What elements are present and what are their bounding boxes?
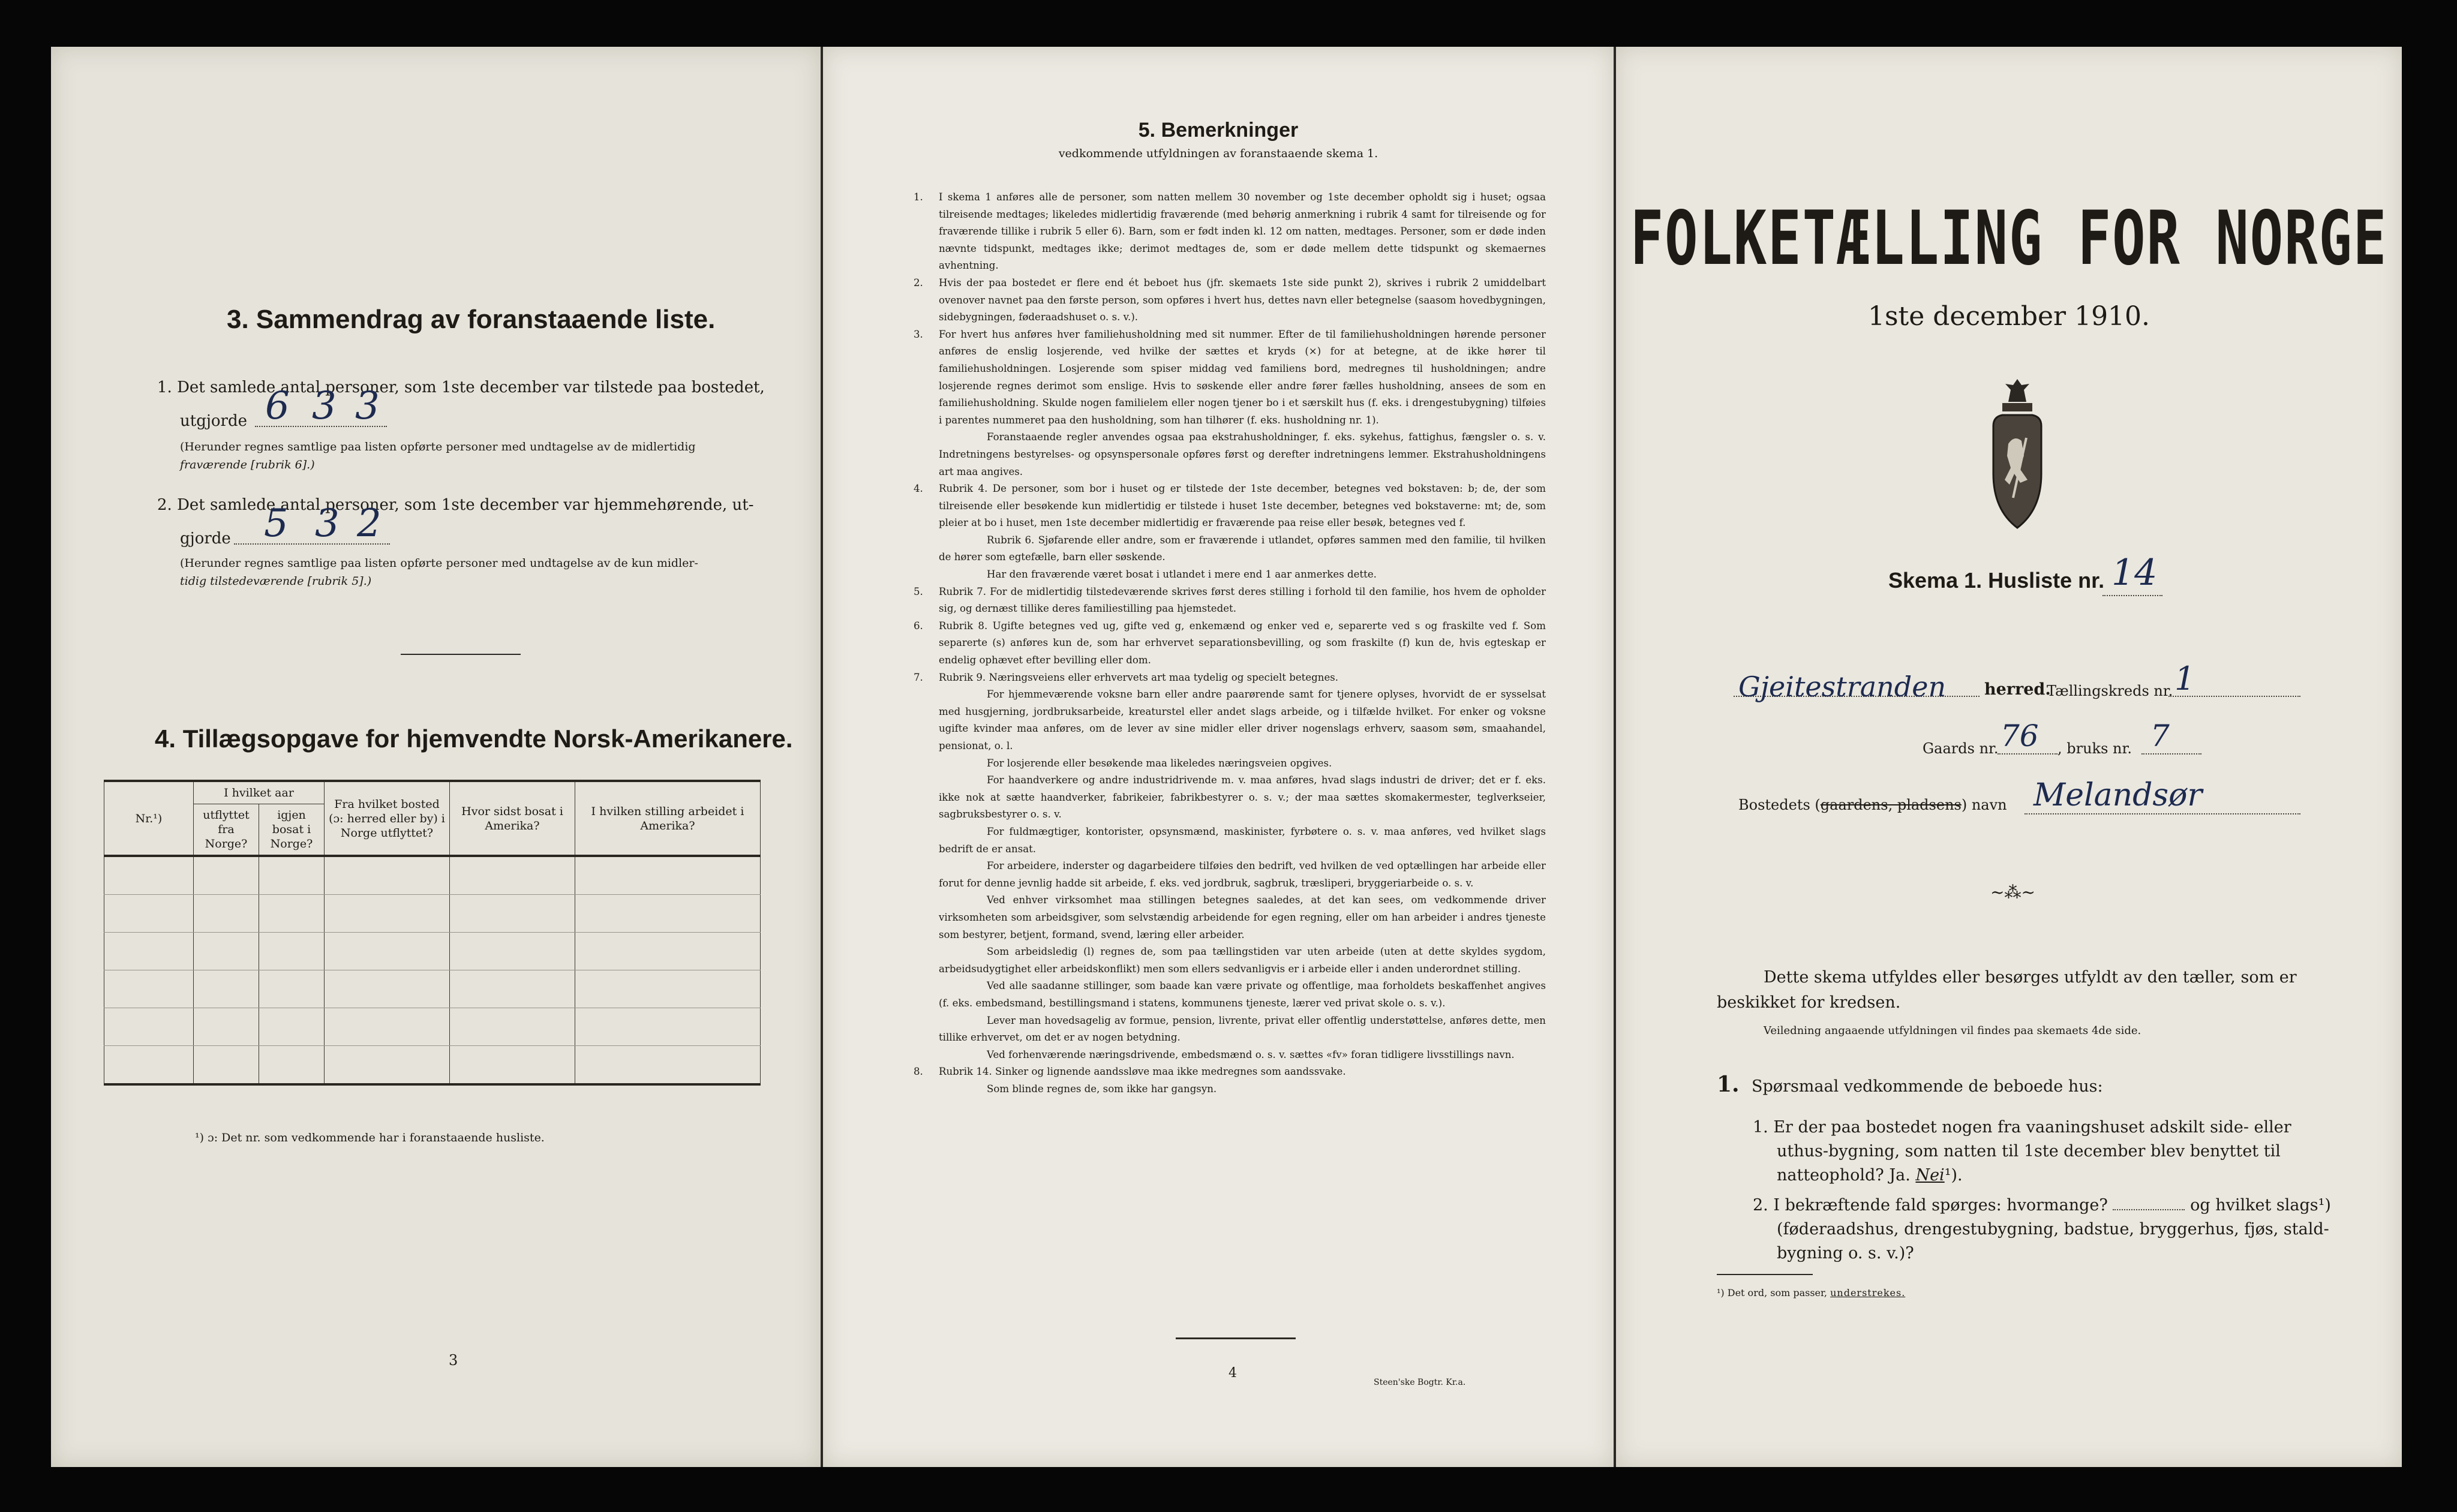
remark-paragraph (939, 480, 1546, 532)
remark-text: Har den fraværende været bosat i utlandet i mere end 1 aar anmerkes dette. (987, 569, 1377, 581)
remark-text: For losjerende eller besøkende maa likeledes næringsveien opgives. (987, 757, 1332, 769)
remark-paragraph (939, 584, 1546, 618)
q2-text: 2. Det samlede antal personer, som 1ste december var hjemmehørende, ut- (157, 496, 754, 514)
page-number-4: 4 (1228, 1366, 1237, 1381)
remark-paragraph (939, 618, 1546, 669)
q1-text: 1. Det samlede antal personer, som 1ste december var tilstede paa bostedet, (157, 378, 765, 396)
printer-imprint: Steen'ske Bogtr. Kr.a. (1374, 1378, 1466, 1387)
remarks-title: 5. Bemerkninger (1138, 119, 1299, 142)
house-q2-hvilket: og hvilket slags¹) (2190, 1196, 2331, 1215)
q2-label: gjorde (180, 530, 231, 548)
remark-paragraph (939, 1047, 1546, 1064)
page1-footnote-text: ¹) Det ord, som passer, (1717, 1287, 1827, 1298)
remark-paragraph (939, 858, 1546, 892)
bosted-line (2025, 813, 2300, 814)
house-q2-line-1 (1753, 1194, 2331, 1218)
remark-text: Rubrik 14. Sinker og lignende aandssløve maa ikke medregnes som aandssvake. (939, 1066, 1346, 1078)
remark-paragraph (939, 532, 1546, 566)
q1-value-2: 3 (312, 384, 337, 428)
table-row (104, 933, 761, 970)
col-igjen-bosat: igjen bosat i Norge? (259, 804, 325, 856)
bosted-value: Melandsør (2034, 777, 2203, 813)
remark-paragraph (939, 326, 1546, 429)
remark-paragraph (939, 755, 1546, 772)
remark-paragraph (939, 943, 1546, 978)
herred-value: Gjeitestranden (1738, 671, 1947, 703)
bosted-label-end: ) navn (1961, 796, 2007, 813)
q1-value-1: 6 (265, 384, 290, 428)
q2-note-1: (Herunder regnes samtlige paa listen opførte personer med undtagelse av de kun midler- (180, 557, 698, 570)
col-hvilket-aar: I hvilket aar (194, 781, 325, 804)
q2-value-1: 5 (264, 501, 289, 546)
house-q1-footnote-mark: ¹). (1944, 1166, 1963, 1185)
remark-text: I skema 1 anføres alle de personer, som natten mellem 30 november og 1ste december opholdt sig i huset; ogsaa tilreisende medtages; likeledes midlertidig fraværende (med behørig anmerkning i rubrik 4 samt for tilreisende og for fraværende tillike i rubrik 5 eller 6). Barn, som er født inden kl. 12 om natten, medtages. Personer, som er døde inden nævnte tidspunkt, medtages ikke; derimot medtages de, som er døde mellem dette tidspunkt og skemaernes avhentning. (939, 191, 1546, 272)
q1-label: utgjorde (180, 412, 248, 430)
remark-paragraph (939, 566, 1546, 584)
instruction-line-1: Dette skema utfyldes eller besørges utfyldt av den tæller, som er (1764, 968, 2297, 987)
remark-text: Hvis der paa bostedet er flere end ét beboet hus (jfr. skemaets 1ste side punkt 2), skrives i rubrik 2 umiddelbart ovenover navnet paa den første person, som opføres i hvert hus, dettes navn eller betegnelse (saasom hovedbygningen, sidebygningen, føderaadshuset o. s. v.). (939, 276, 1546, 323)
remark-text: For hvert hus anføres hver familiehusholdning med sit nummer. Efter de til familiehusholdningen hørende personer anføres de enslig losjerende, ved hvilke der sættes et kryds (×) for at betegne, at de ikke hører til familiehusholdningen. Losjerende som spiser middag ved familiens bord, medregnes til husholdningen; andre losjerende regnes derimot som enslige. Hvis to søskende eller andre fører fælles husholdning, ansees de som en familiehusholdning. Skulde nogen familielem eller nogen tjener bo i et særskilt hus (f. eks. i drengestubygning) tilføies i parentes nummeret paa den husholdning, som han tilhører (f. eks. husholdning nr. 1). (939, 328, 1546, 426)
house-q2-line-3: bygning o. s. v.)? (1777, 1244, 1914, 1262)
remark-paragraph (939, 429, 1546, 480)
remark-text: For haandverkere og andre industridrivende m. v. maa anføres, hvad slags industri de driver; det er f. eks. ikke nok at sætte haandverker, fabrikeier, fabrikbestyrer o. s. v.; der maa sættes skomakermester, teglverkseier, sagbruksbestyrer o. s. v. (939, 774, 1546, 820)
divider-rule (401, 654, 521, 655)
bosted-label (1738, 796, 2007, 813)
norway-coat-of-arms-icon (1984, 378, 2050, 534)
table-row (104, 895, 761, 933)
herred-label: herred. (1984, 680, 2051, 699)
remarks-end-rule (1176, 1337, 1296, 1339)
sporsmaal-number: 1. (1717, 1072, 1740, 1097)
remark-text: Rubrik 4. De personer, som bor i huset og er tilstede der 1ste december, betegnes ved bokstaven: b; de, der som tilreisende eller besøkende kun midlertidig er tilstede i huset 1ste december, betegnes ved bokstaverne: mt; de, som pleier at bo i huset, men 1ste december midlertidig er fraværende paa reise eller besøk, betegnes ved f. (939, 483, 1546, 529)
page1-footnote-underlined: understrekes. (1830, 1287, 1906, 1298)
table-row (104, 1008, 761, 1046)
col-fra-hvilket-bosted: Fra hvilket bosted (ɔ: herred eller by) i Norge utflyttet? (325, 781, 450, 856)
remark-paragraph (939, 189, 1546, 275)
norsk-amerikanere-table (104, 780, 761, 1086)
remark-text: Rubrik 6. Sjøfarende eller andre, som er fraværende i utlandet, opføres sammen med den familie, til hvilken de hører som egtefælle, barn eller søskende. (939, 534, 1546, 563)
house-q1-line-2: uthus-bygning, som natten til 1ste december blev benyttet til (1777, 1142, 2281, 1161)
bosted-struck-words: gaardens, pladsens (1820, 796, 1962, 813)
col-stilling: I hvilken stilling arbeidet i Amerika? (575, 781, 761, 856)
house-q1-ja: natteophold? Ja. (1777, 1166, 1911, 1185)
remark-paragraph (939, 892, 1546, 943)
skema-label: Skema 1. Husliste nr. (1888, 568, 2105, 593)
section-4-title: 4. Tillægsopgave for hjemvendte Norsk-Amerikanere. (155, 725, 793, 753)
q1-value-3: 3 (355, 384, 380, 428)
q1-note-1: (Herunder regnes samtlige paa listen opførte personer med undtagelse av de midlertidig (180, 440, 696, 453)
q1-note-2: fraværende [rubrik 6].) (180, 458, 315, 471)
remark-text: Foranstaaende regler anvendes ogsaa paa ekstrahusholdninger, f. eks. sykehus, fattighus, fængsler o. s. v. Indretningens bestyrelses- og opsynspersonale opføres først og derefter indretningens lemmer. Ekstrahusholdningens art maa angives. (939, 431, 1546, 477)
table-row (104, 970, 761, 1008)
main-title: FOLKETÆLLING FOR NORGE (1630, 195, 2388, 282)
kreds-label: Tællingskreds nr. (2047, 683, 2173, 699)
remark-paragraph (939, 978, 1546, 1012)
house-q1-line-3 (1777, 1164, 1963, 1188)
remark-paragraph (939, 823, 1546, 858)
bruks-label: , bruks nr. (2057, 740, 2132, 757)
remark-paragraph (939, 275, 1546, 326)
main-date: 1ste december 1910. (1867, 301, 2150, 332)
bruks-value: 7 (2150, 719, 2170, 753)
col-utflyttet: utflyttet fra Norge? (194, 804, 259, 856)
sporsmaal-title: Spørsmaal vedkommende de beboede hus: (1752, 1077, 2103, 1096)
veiledning-note: Veiledning angaaende utfyldningen vil findes paa skemaets 4de side. (1764, 1024, 2141, 1037)
husliste-line (2102, 595, 2162, 596)
kreds-value: 1 (2174, 660, 2195, 698)
page-gap (821, 47, 823, 1467)
gaards-value: 76 (2001, 719, 2039, 753)
footnote-rule (1717, 1274, 1813, 1275)
house-q1-answer: Nei (1915, 1166, 1945, 1185)
remarks-subtitle: vedkommende utfyldningen av foranstaaende skema 1. (1058, 147, 1378, 160)
house-q2-count-line (2113, 1209, 2185, 1210)
remark-text: Som arbeidsledig (l) regnes de, som paa tællingstiden var uten arbeide (uten at dette skyldes sygdom, arbeidsudygtighet eller arbeidskonflikt) men som ellers sedvanligvis er i arbeide eller i anden underordnet stilling. (939, 946, 1546, 975)
remark-paragraph (939, 669, 1546, 687)
remark-paragraph (939, 1063, 1546, 1081)
remarks-list (939, 189, 1546, 1098)
table-footnote: ¹) ɔ: Det nr. som vedkommende har i foranstaaende husliste. (195, 1131, 545, 1144)
page1-footnote (1717, 1287, 1905, 1298)
page-number-3: 3 (449, 1352, 458, 1369)
bosted-label-start: Bostedets ( (1738, 796, 1821, 813)
remark-text: For fuldmægtiger, kontorister, opsynsmænd, maskinister, fyrbøtere o. s. v. maa anføres, ved hvilket slags bedrift de er ansat. (939, 825, 1546, 855)
husliste-nr-value: 14 (2111, 552, 2158, 594)
gaards-label: Gaards nr. (1923, 740, 1999, 757)
remark-text: For hjemmeværende voksne barn eller andre paarørende samt for tjenere oplyses, hvorvidt de er sysselsat med husgjerning, jordbruksarbeide, kreaturstel eller andet slags arbeide, og i tilfælde hvilket. For enker og voksne ugifte kvinder maa anføres, om de lever av sine midler eller driver nogenslags erhverv, saasom søm, smaahandel, pensionat, o. l. (939, 689, 1546, 752)
remark-text: For arbeidere, inderster og dagarbeidere tilføies den bedrift, ved hvilken de ved optællingen har arbeide eller forut for denne jevnlig hadde sit arbeide, f. eks. ved jordbruk, sagbruk, træsliperi, bryggeriarbeide o. s. v. (939, 860, 1546, 889)
table-row (104, 1046, 761, 1085)
gaards-line (1998, 753, 2057, 755)
remark-text: Rubrik 7. For de midlertidig tilstedeværende skrives først deres stilling i forhold til den familie, hos hvem de opholder sig, og dernæst tillike deres familiestilling paa hjemstedet. (939, 585, 1546, 615)
house-q1-line-1: 1. Er der paa bostedet nogen fra vaaningshuset adskilt side- eller (1753, 1118, 2291, 1137)
remark-text: Rubrik 8. Ugifte betegnes ved ug, gifte ved g, enkemænd og enker ved e, separerte ved s og fraskilte ved f. Som separerte (s) anføres kun de, som har erhvervet separationsbevilling, og som fraskilte (f) kun de, hvis egteskap er endelig ophævet efter bevilling eller dom. (939, 620, 1546, 666)
remark-paragraph (939, 1081, 1546, 1098)
q2-value-2: 3 (315, 501, 340, 546)
table-row (104, 856, 761, 895)
q2-value-3: 2 (357, 501, 382, 546)
remark-paragraph (939, 686, 1546, 755)
ornament: ~⁂~ (1990, 882, 2035, 902)
remark-text: Ved alle saadanne stillinger, som baade kan være private og offentlige, maa forholdets beskaffenhet angives (f. eks. embedsmand, bestillingsmand i statens, kommunens tjeneste, lærer ved privat skole o. s. v.). (939, 980, 1546, 1009)
remark-text: Lever man hovedsagelig av formue, pension, livrente, privat eller offentlig understøttelse, anføres dette, men tillike erhvervet, om det er av nogen betydning. (939, 1014, 1546, 1044)
remark-text: Rubrik 9. Næringsveiens eller erhvervets art maa tydelig og specielt betegnes. (939, 671, 1339, 683)
instruction-line-2: beskikket for kredsen. (1717, 993, 1901, 1012)
q2-note-2: tidig tilstedeværende [rubrik 5].) (180, 575, 372, 588)
remark-text: Som blinde regnes de, som ikke har gangsyn. (987, 1083, 1217, 1095)
house-q2-line-2: (føderaadshus, drengestubygning, badstue, bryggerhus, fjøs, stald- (1777, 1220, 2329, 1239)
remark-paragraph (939, 772, 1546, 823)
remark-text: Ved enhver virksomhet maa stillingen betegnes saaledes, at det kan sees, om vedkommende driver virksomheten som arbeidsgiver, som selvstændig arbeidende for egen regning, eller om han arbeider i andres tjeneste som bestyrer, betjent, formand, svend, læring eller arbeider. (939, 894, 1546, 940)
remark-paragraph (939, 1012, 1546, 1047)
house-q2-hvormange: 2. I bekræftende fald spørges: hvormange? (1753, 1196, 2108, 1215)
bruks-line (2141, 753, 2201, 755)
col-hvor-sidst-bosat: Hvor sidst bosat i Amerika? (450, 781, 575, 856)
page-3 (51, 47, 821, 1467)
col-nr: Nr.¹) (104, 781, 194, 856)
remark-text: Ved forhenværende næringsdrivende, embedsmænd o. s. v. sættes «fv» foran tidligere livsstillings navn. (987, 1048, 1515, 1060)
section-3-title: 3. Sammendrag av foranstaaende liste. (227, 305, 716, 334)
